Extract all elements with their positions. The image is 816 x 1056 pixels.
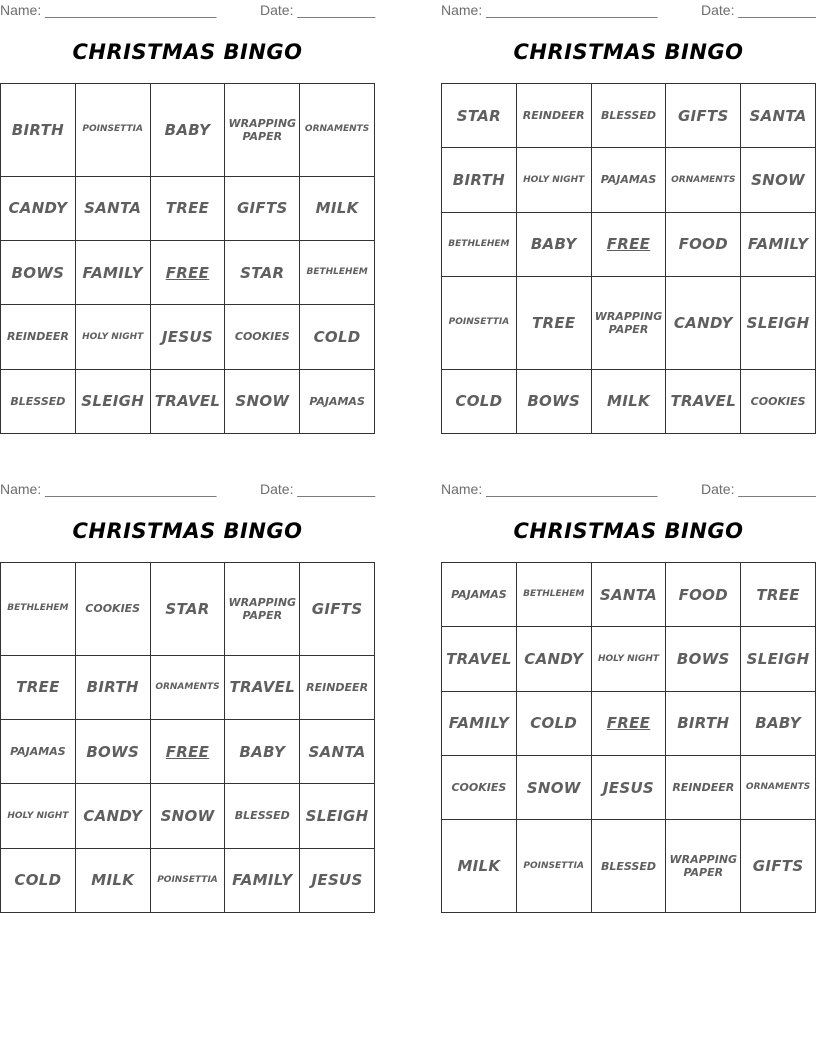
bingo-cell: STAR <box>442 84 517 148</box>
bingo-cell: WRAPPING PAPER <box>666 820 741 913</box>
bingo-cell: BIRTH <box>75 655 150 719</box>
bingo-row <box>442 627 816 691</box>
bingo-row <box>442 563 816 627</box>
bingo-cell: PAJAMAS <box>591 148 666 212</box>
bingo-cell: JESUS <box>591 755 666 819</box>
bingo-cell: MILK <box>75 848 150 912</box>
bingo-row <box>1 369 375 433</box>
bingo-row <box>1 84 375 177</box>
card-header <box>0 0 375 22</box>
bingo-row <box>442 84 816 148</box>
date-field: Date: __________ <box>260 2 376 18</box>
bingo-cell: COOKIES <box>225 305 300 369</box>
bingo-cell: JESUS <box>300 848 375 912</box>
bingo-cell: TREE <box>741 563 816 627</box>
bingo-row <box>442 820 816 913</box>
bingo-cell: WRAPPING PAPER <box>225 84 300 177</box>
bingo-cell: BOWS <box>75 720 150 784</box>
bingo-cell: CANDY <box>75 784 150 848</box>
bingo-cell: GIFTS <box>300 563 375 656</box>
name-field: Name: ______________________ <box>441 2 658 18</box>
name-field: Name: ______________________ <box>441 481 658 497</box>
bingo-cell: TRAVEL <box>666 369 741 433</box>
bingo-cell: BABY <box>225 720 300 784</box>
bingo-cell: SANTA <box>75 176 150 240</box>
bingo-cell: MILK <box>300 176 375 240</box>
bingo-cell: BLESSED <box>225 784 300 848</box>
free-space: FREE <box>150 241 225 305</box>
bingo-card-4 <box>441 479 816 880</box>
bingo-cell: REINDEER <box>300 655 375 719</box>
bingo-card-2 <box>441 0 816 411</box>
bingo-cell: FAMILY <box>225 848 300 912</box>
bingo-cell: CANDY <box>1 176 76 240</box>
bingo-cell: GIFTS <box>225 176 300 240</box>
bingo-cell: GIFTS <box>666 84 741 148</box>
bingo-cell: HOLY NIGHT <box>591 627 666 691</box>
bingo-cell: BETHLEHEM <box>442 212 517 276</box>
bingo-cell: BABY <box>741 691 816 755</box>
bingo-cell: BLESSED <box>1 369 76 433</box>
bingo-cell: MILK <box>442 820 517 913</box>
bingo-cell: SLEIGH <box>741 627 816 691</box>
name-field: Name: ______________________ <box>0 2 217 18</box>
bingo-cell: TREE <box>150 176 225 240</box>
bingo-row <box>1 241 375 305</box>
bingo-cell: BETHLEHEM <box>1 563 76 656</box>
bingo-row <box>1 655 375 719</box>
bingo-row <box>442 276 816 369</box>
bingo-cell: FAMILY <box>442 691 517 755</box>
bingo-cell: REINDEER <box>516 84 591 148</box>
bingo-row <box>1 720 375 784</box>
bingo-cell: FAMILY <box>741 212 816 276</box>
bingo-cell: SANTA <box>741 84 816 148</box>
bingo-row <box>442 755 816 819</box>
bingo-cell: SANTA <box>591 563 666 627</box>
bingo-cell: SLEIGH <box>300 784 375 848</box>
bingo-cell: JESUS <box>150 305 225 369</box>
bingo-cell: CANDY <box>666 276 741 369</box>
bingo-cell: REINDEER <box>666 755 741 819</box>
bingo-cell: BOWS <box>516 369 591 433</box>
bingo-grid <box>441 562 816 913</box>
card-title: CHRISTMAS BINGO <box>72 40 303 64</box>
bingo-grid <box>0 562 375 913</box>
bingo-cell: STAR <box>225 241 300 305</box>
bingo-grid <box>0 83 375 434</box>
card-title: CHRISTMAS BINGO <box>513 40 744 64</box>
bingo-cell: ORNAMENTS <box>300 84 375 177</box>
bingo-cell: COOKIES <box>442 755 517 819</box>
bingo-cell: MILK <box>591 369 666 433</box>
bingo-cell: TRAVEL <box>442 627 517 691</box>
date-field: Date: __________ <box>701 2 816 18</box>
bingo-cell: BIRTH <box>442 148 517 212</box>
bingo-cell: BABY <box>150 84 225 177</box>
bingo-cell: COLD <box>442 369 517 433</box>
bingo-cell: BETHLEHEM <box>300 241 375 305</box>
bingo-cell: ORNAMENTS <box>741 755 816 819</box>
bingo-cell: SNOW <box>225 369 300 433</box>
bingo-row <box>1 305 375 369</box>
bingo-cell: ORNAMENTS <box>150 655 225 719</box>
bingo-row <box>442 369 816 433</box>
card-header <box>441 0 816 22</box>
bingo-card-1 <box>0 0 376 411</box>
bingo-cell: TREE <box>516 276 591 369</box>
bingo-row <box>442 212 816 276</box>
bingo-cell: COOKIES <box>75 563 150 656</box>
bingo-cell: GIFTS <box>741 820 816 913</box>
bingo-row <box>1 784 375 848</box>
bingo-cell: BIRTH <box>1 84 76 177</box>
bingo-cell: COLD <box>1 848 76 912</box>
bingo-cell: BABY <box>516 212 591 276</box>
bingo-card-3 <box>0 479 376 890</box>
bingo-cell: SLEIGH <box>75 369 150 433</box>
bingo-cell: CANDY <box>516 627 591 691</box>
bingo-cell: TRAVEL <box>225 655 300 719</box>
card-title: CHRISTMAS BINGO <box>513 519 744 543</box>
bingo-cell: COLD <box>516 691 591 755</box>
bingo-cell: BLESSED <box>591 84 666 148</box>
bingo-cell: FOOD <box>666 212 741 276</box>
bingo-cell: FOOD <box>666 563 741 627</box>
bingo-cell: PAJAMAS <box>1 720 76 784</box>
bingo-cell: POINSETTIA <box>516 820 591 913</box>
bingo-grid <box>441 83 816 434</box>
bingo-cell: PAJAMAS <box>300 369 375 433</box>
bingo-cell: BOWS <box>1 241 76 305</box>
date-field: Date: __________ <box>701 481 816 497</box>
date-field: Date: __________ <box>260 481 376 497</box>
free-space: FREE <box>150 720 225 784</box>
bingo-cell: BLESSED <box>591 820 666 913</box>
bingo-cell: POINSETTIA <box>75 84 150 177</box>
bingo-row <box>442 148 816 212</box>
bingo-cell: POINSETTIA <box>150 848 225 912</box>
bingo-cell: BOWS <box>666 627 741 691</box>
bingo-cell: SNOW <box>150 784 225 848</box>
bingo-row <box>1 848 375 912</box>
bingo-row <box>1 563 375 656</box>
bingo-cell: HOLY NIGHT <box>1 784 76 848</box>
bingo-cell: WRAPPING PAPER <box>225 563 300 656</box>
bingo-cell: SNOW <box>741 148 816 212</box>
bingo-cell: TREE <box>1 655 76 719</box>
bingo-cell: POINSETTIA <box>442 276 517 369</box>
bingo-cell: REINDEER <box>1 305 76 369</box>
card-title: CHRISTMAS BINGO <box>72 519 303 543</box>
bingo-cell: STAR <box>150 563 225 656</box>
name-field: Name: ______________________ <box>0 481 217 497</box>
bingo-cell: SNOW <box>516 755 591 819</box>
bingo-row <box>442 691 816 755</box>
bingo-cell: PAJAMAS <box>442 563 517 627</box>
free-space: FREE <box>591 212 666 276</box>
bingo-cell: SANTA <box>300 720 375 784</box>
bingo-cell: ORNAMENTS <box>666 148 741 212</box>
bingo-cell: TRAVEL <box>150 369 225 433</box>
bingo-row <box>1 176 375 240</box>
card-header <box>441 479 816 501</box>
free-space: FREE <box>591 691 666 755</box>
card-header <box>0 479 375 501</box>
bingo-cell: HOLY NIGHT <box>516 148 591 212</box>
bingo-cell: COOKIES <box>741 369 816 433</box>
bingo-cell: COLD <box>300 305 375 369</box>
bingo-cell: FAMILY <box>75 241 150 305</box>
bingo-cell: WRAPPING PAPER <box>591 276 666 369</box>
bingo-cell: BETHLEHEM <box>516 563 591 627</box>
bingo-cell: BIRTH <box>666 691 741 755</box>
bingo-cell: SLEIGH <box>741 276 816 369</box>
bingo-cell: HOLY NIGHT <box>75 305 150 369</box>
